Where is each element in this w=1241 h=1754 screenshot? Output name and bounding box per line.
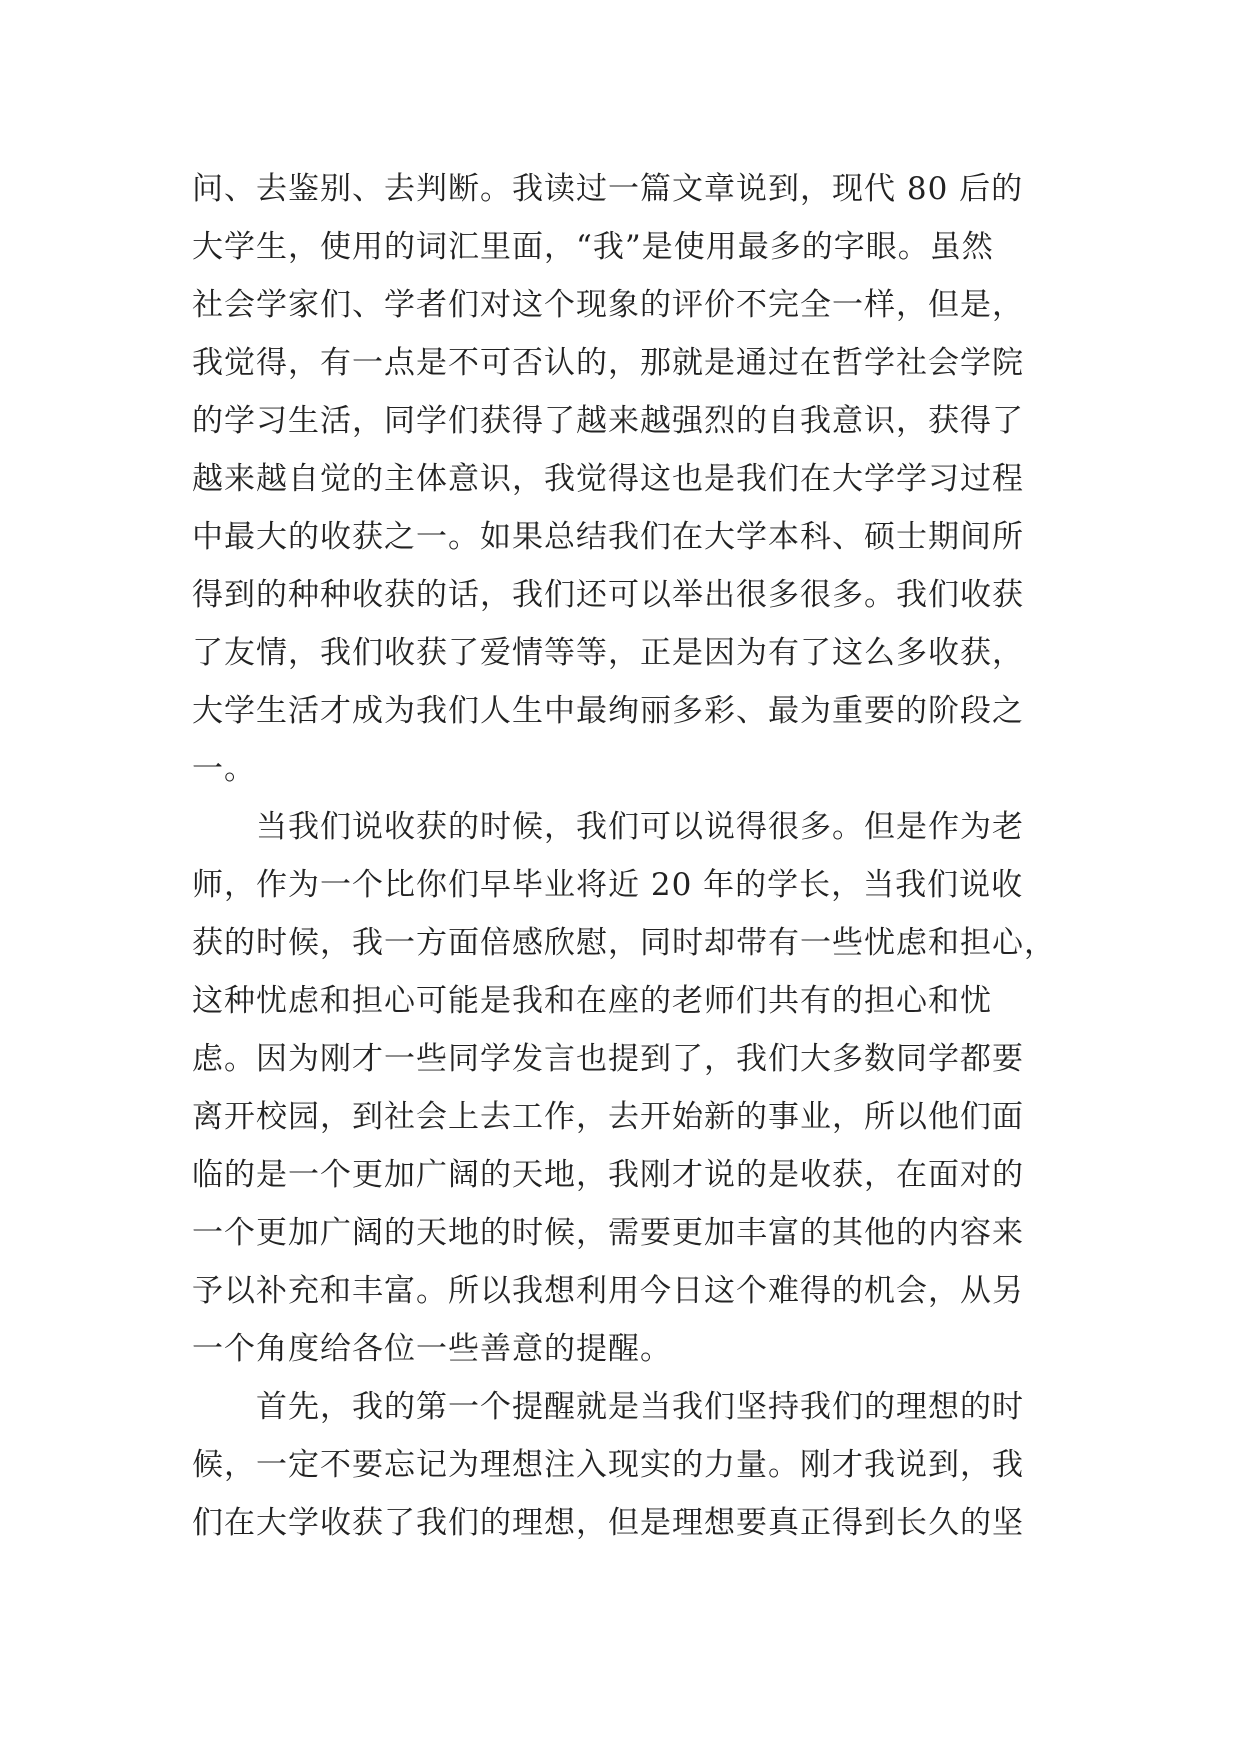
text-line: 得到的种种收获的话，我们还可以举出很多很多。我们收获 — [192, 577, 1024, 613]
text-line: 们在大学收获了我们的理想，但是理想要真正得到长久的坚 — [192, 1505, 1024, 1541]
text-line: 大学生，使用的词汇里面，“我”是使用最多的字眼。虽然 — [192, 229, 994, 265]
text-line: 这种忧虑和担心可能是我和在座的老师们共有的担心和忧 — [192, 983, 992, 1019]
text-line: 大学生活才成为我们人生中最绚丽多彩、最为重要的阶段之 — [192, 693, 1024, 729]
paragraph — [192, 1378, 1052, 1552]
paragraph — [192, 160, 1052, 798]
text-line: 的学习生活，同学们获得了越来越强烈的自我意识，获得了 — [192, 403, 1024, 439]
text-line: 一个角度给各位一些善意的提醒。 — [192, 1331, 672, 1367]
text-line: 越来越自觉的主体意识，我觉得这也是我们在大学学习过程 — [192, 461, 1024, 497]
text-line: 师，作为一个比你们早毕业将近 20 年的学长，当我们说收 — [192, 867, 1024, 903]
text-line: 中最大的收获之一。如果总结我们在大学本科、硕士期间所 — [192, 519, 1024, 555]
text-line: 首先，我的第一个提醒就是当我们坚持我们的理想的时 — [256, 1389, 1024, 1425]
text-line: 离开校园，到社会上去工作，去开始新的事业，所以他们面 — [192, 1099, 1024, 1135]
body-text — [192, 160, 1056, 1552]
text-line: 临的是一个更加广阔的天地，我刚才说的是收获，在面对的 — [192, 1157, 1024, 1193]
text-line: 了友情，我们收获了爱情等等，正是因为有了这么多收获， — [192, 635, 1024, 671]
text-line: 予以补充和丰富。所以我想利用今日这个难得的机会，从另 — [192, 1273, 1024, 1309]
text-line: 我觉得，有一点是不可否认的，那就是通过在哲学社会学院 — [192, 345, 1024, 381]
text-line: 一个更加广阔的天地的时候，需要更加丰富的其他的内容来 — [192, 1215, 1024, 1251]
paragraph — [192, 798, 1056, 1378]
text-line: 虑。因为刚才一些同学发言也提到了，我们大多数同学都要 — [192, 1041, 1024, 1077]
text-line: 一。 — [192, 751, 256, 787]
text-line: 当我们说收获的时候，我们可以说得很多。但是作为老 — [256, 809, 1024, 845]
text-line: 社会学家们、学者们对这个现象的评价不完全一样，但是， — [192, 287, 1024, 323]
text-line: 候，一定不要忘记为理想注入现实的力量。刚才我说到，我 — [192, 1447, 1024, 1483]
text-line: 问、去鉴别、去判断。我读过一篇文章说到，现代 80 后的 — [192, 171, 1024, 207]
text-line: 获的时候，我一方面倍感欣慰，同时却带有一些忧虑和担心， — [192, 925, 1056, 961]
